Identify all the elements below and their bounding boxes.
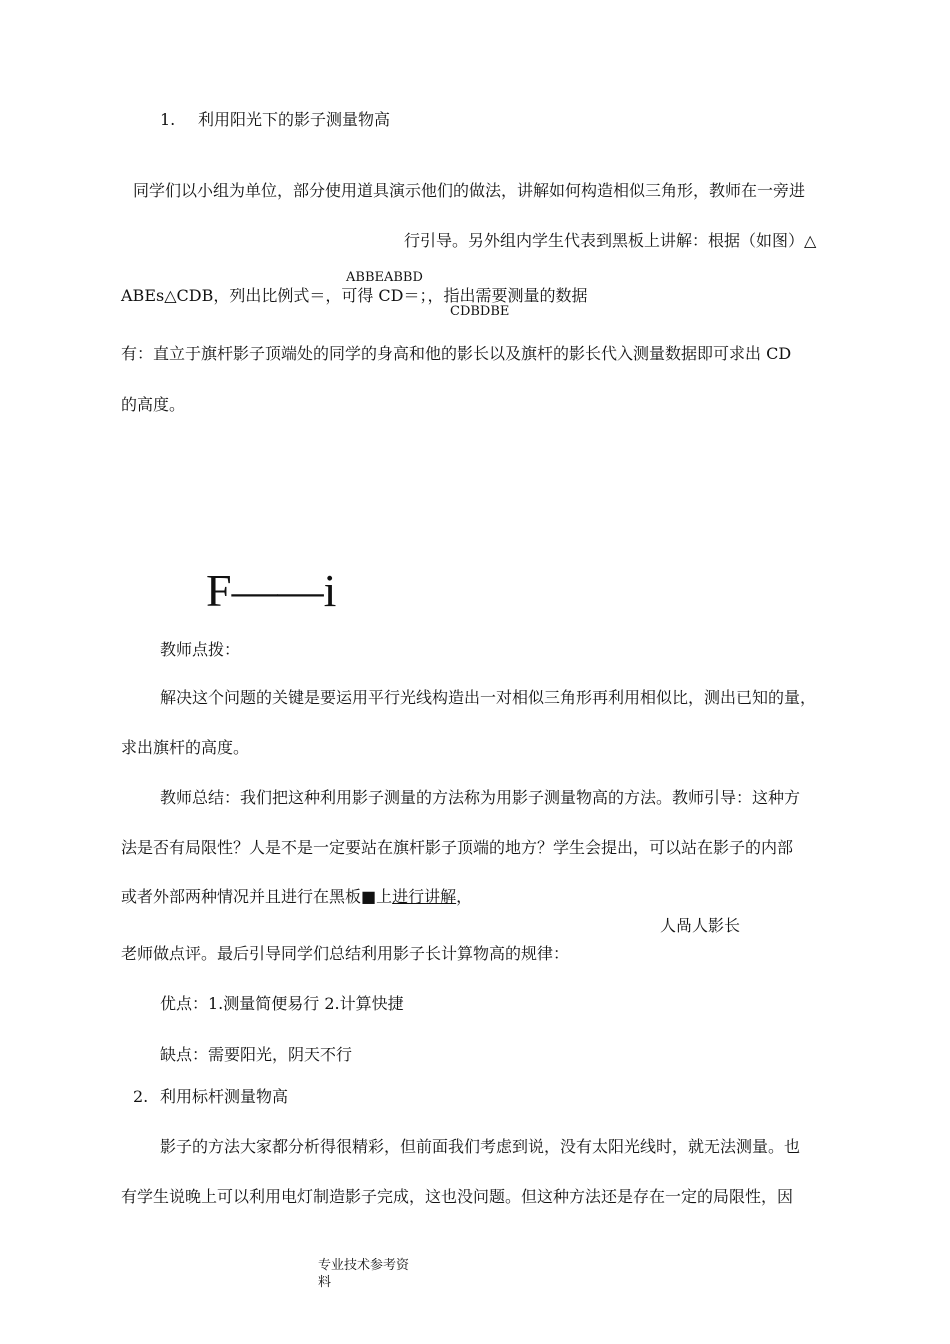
formula-numerators: ABBEABBD <box>346 270 423 285</box>
summary-line3-end: ， <box>456 887 473 906</box>
advantages-line: 优点：1.测量简便易行 2.计算快捷 <box>160 994 404 1013</box>
section1-title: 利用阳光下的影子测量物高 <box>198 110 391 129</box>
para2-line2: 的高度。 <box>121 395 186 414</box>
summary-line4: 老师做点评。最后引导同学们总结利用影子长计算物高的规律： <box>121 944 570 963</box>
para1-line1: 同学们以小组为单位，部分使用道具演示他们的做法，讲解如何构造相似三角形，教师在一旁进 <box>133 181 806 200</box>
disadvantages-line: 缺点：需要阳光，阴天不行 <box>160 1045 353 1064</box>
footer-line1: 专业技术参考资 <box>318 1258 410 1273</box>
summary-line3 <box>121 887 472 907</box>
section2-title: 利用标杆测量物高 <box>160 1087 289 1106</box>
figure-caption-text: F——i <box>206 565 337 616</box>
para1-line2: 行引导。另外组内学生代表到黑板上讲解：根据（如图）△ <box>404 231 817 250</box>
formula-denominators: CDBDBE <box>450 304 510 319</box>
footer-line2: 料 <box>318 1275 332 1290</box>
formula-main-line: ABEs△CDB，列出比例式＝，可得 CD＝；，指出需要测量的数据 <box>121 286 588 305</box>
hint-line1: 解决这个问题的关键是要运用平行光线构造出一对相似三角形再利用相似比，测出已知的量， <box>160 688 817 707</box>
section2-para-line1: 影子的方法大家都分析得很精彩，但前面我们考虑到说，没有太阳光线时，就无法测量。也 <box>160 1137 801 1156</box>
summary-line3-underlined: 进行讲解 <box>392 887 457 906</box>
summary-line3-start: 或者外部两种情况并且进行在黑板■上 <box>121 887 393 906</box>
summary-line2: 法是否有局限性？人是不是一定要站在旗杆影子顶端的地方？学生会提出，可以站在影子的内部 <box>121 838 794 857</box>
section2-number: 2. <box>133 1087 149 1106</box>
teacher-hint-label: 教师点拨： <box>160 640 241 659</box>
hint-line2: 求出旗杆的高度。 <box>121 738 250 757</box>
section2-para-line2: 有学生说晚上可以利用电灯制造影子完成，这也没问题。但这种方法还是存在一定的局限性，因 <box>121 1187 794 1206</box>
summary-line1: 教师总结：我们把这种利用影子测量的方法称为用影子测量物高的方法。教师引导：这种方 <box>160 788 801 807</box>
floating-formula-note: 人咼人影长 <box>660 916 741 935</box>
para2-line1: 有：直立于旗杆影子顶端处的同学的身高和他的影长以及旗杆的影长代入测量数据即可求出 CD <box>121 344 792 363</box>
section1-number: 1. <box>160 110 176 129</box>
